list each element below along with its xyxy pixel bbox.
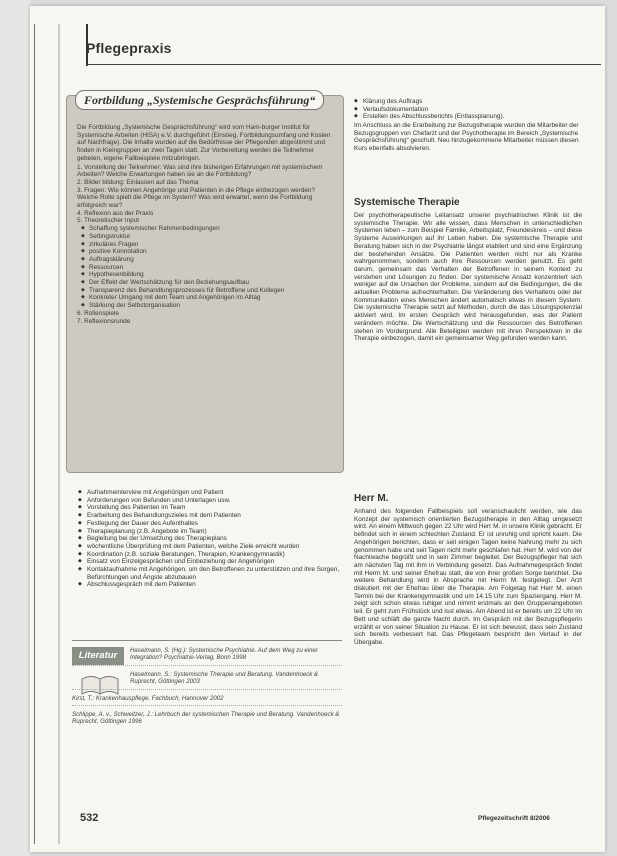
literature-entry: Schlippe, A. v., Schweitzer, J.: Lehrbuch der systemischen Therapie und Beratung. Vandenhoeck & Ruprecht, Göttingen 1996 [72, 711, 340, 726]
infobox-subitem: ◆ Ressourcen [89, 264, 335, 272]
task-bullet: ◆ Koordination (z.B. soziale Beratungen, Therapien, Krankengymnastik) [78, 551, 348, 559]
infobox-subitem: ◆ Transparenz des Behandlungsprozesses für Betroffene und Kollegen [89, 287, 335, 295]
right-paragraph-1: Im Anschluss an die Erarbeitung zur Bezugstherapie wurden die Mitarbeiter der Bezugsgruppen von Chefarzt und der Psychotherapie im Bereich „Systemische Gesprächsführung“ geschult. Neu hinzugekommene Mitarbeiter müssen diesen Kurs ebenfalls absolvieren. [354, 122, 579, 153]
section-heading: Pflegepraxis [86, 40, 172, 56]
infobox-title: Fortbildung „Systemische Gesprächsführung“ [75, 90, 324, 110]
infobox-item: 4. Reflexion aus der Praxis [77, 209, 154, 217]
infobox-subitem: ◆ Konkreter Umgang mit dem Team und Angehörigen im Alltag [89, 294, 335, 302]
literature-entry: Kirst, T.: Krankenhauspflege. Fachbuch, Hannover 2002 [72, 695, 342, 706]
infobox-subitem: ◆ Settingstruktur [89, 233, 335, 241]
task-bullet: ◆ Festlegung der Dauer des Aufenthaltes [78, 520, 348, 528]
task-bullet-list [78, 489, 348, 589]
infobox-intro: Die Fortbildung „Systemische Gesprächsführung“ wird vom Ham-burger Institut für Systemische Arbeiten (HISA) e.V. durchgeführt (Einstieg, Fortbildungsumfang und Kosten auf Nachfrage). Die Inhalte wurden auf die Bedürfnisse der Pflegenden abgestimmt und finden in Kleingruppen an zwei Tagen statt. Zur Vorbereitung werden die Teilnehmer gebeten, eigene Fallbeispiele mitzubringen. [77, 124, 331, 162]
task-bullet: ◆ Einsatz von Einzelgesprächen und Einbeziehung der Angehörigen [78, 558, 348, 566]
infobox-item: 5. Theoretischer Input [77, 217, 140, 225]
infobox-item: 7. Reflexionsrunde [77, 317, 131, 325]
binding-shadow [34, 24, 68, 844]
literature-entry: Haselmann, S. (Hg.): Systemische Psychiatrie. Auf dem Weg zu einer Integration? Psychiatrie-Verlag, Bonn 1998 [72, 647, 342, 666]
infobox-subitem: ◆ Der Effekt der Wertschätzung für den Beziehungsaufbau [89, 279, 335, 287]
section-title-systemic-therapy: Systemische Therapie [354, 197, 460, 208]
task-bullet: ◆ wöchentliche Überprüfung mit dem Patienten, welche Ziele erreicht wurden [78, 543, 348, 551]
infobox-subitem: ◆ Schaffung systemischer Rahmenbedingungen [89, 225, 335, 233]
infobox-subitem: ◆ Auftragsklärung [89, 256, 335, 264]
section-title-case: Herr M. [354, 493, 389, 504]
literature-entry: Haselmann, S.: Systemische Therapie und Beratung. Vandenhoeck & Ruprecht, Göttingen 2003 [72, 671, 342, 690]
infobox-body [77, 124, 335, 325]
right-paragraph-2: Der psychotherapeutische Leitansatz unserer psychiatrischen Klinik ist die systemische Therapie. Wir alle wissen, dass Menschen in unterschiedlichen Systemen leben – zum Beispiel Familie, Arbeitsplatz, Freundeskreis – und diese Systeme Auswirkungen auf ihr Leben haben. Die systemische Therapie und Beratung haben sich in der Psychiatrie längst etabliert und sind eine Ergänzung der bestehenden Ansätze. Die Patienten werden nicht nur als Kranke wahrgenommen, sondern auch ihre Ressourcen werden genutzt. Es geht darum, gemeinsam das Verhalten der Betroffenen in seinem Kontext zu verstehen und Lösungen zu finden. Der systemische Ansatz konzentriert sich weniger auf die Ursachen der Probleme, sondern auf die Bedingungen, die die aktuellen Probleme aufrechterhalten. Die Veränderung des Verhaltens oder der Kommunikation eines Menschen ändert automatisch etwas in diesem System. Die systemische Therapie setzt auf Methoden, durch die das Lösungspotenzial aktiviert wird. Im ersten Gespräch wird herausgefunden, was der Patient verändern möchte. Die Wertschätzung und die Ressourcen des Betroffenen stehen im Vordergrund. Alle Beteiligten werden mit ihren Perspektiven in die Therapie einbezogen, damit ein gemeinsamer Weg gefunden werden kann. [354, 212, 582, 343]
right-bullet: ◆ Erstellen des Abschlussberichts (Entlassplanung). [354, 113, 582, 121]
task-bullet: ◆ Kontaktaufnahme mit Angehörigen, um den Betroffenen zu unterstützen und ihre Sorgen, Befürchtungen und Ängste abzubauen [78, 566, 348, 581]
infobox-item: 1. Vorstellung der Teilnehmer: Was sind ihre bisherigen Erfahrungen mit systemischem Arbeiten? Welche Erwartungen haben sie an die Fortbildung? [77, 163, 323, 179]
task-bullet: ◆ Begleitung bei der Umsetzung des Therapieplans [78, 535, 348, 543]
literature-label: Literatur [72, 647, 124, 665]
right-bullet-list [354, 98, 582, 121]
training-infobox [66, 95, 344, 473]
literature-list [72, 647, 342, 731]
infobox-sublist [77, 225, 335, 310]
literature-box [72, 640, 342, 797]
task-bullet: ◆ Erarbeitung des Behandlungszieles mit dem Patienten [78, 512, 348, 520]
task-bullet: ◆ Aufnahmeinterview mit Angehörigen und Patient [78, 489, 348, 497]
infobox-item: 6. Rollenspiele [77, 309, 119, 317]
infobox-subitem: ◆ zirkuläres Fragen [89, 241, 335, 249]
infobox-item: 2. Bilder bildung: Einlassen auf das Thema [77, 178, 199, 186]
task-bullet: ◆ Abschlussgespräch mit dem Patienten [78, 581, 348, 589]
right-bullet: ◆ Klärung des Auftrags [354, 98, 582, 106]
running-head [86, 38, 601, 65]
task-bullet: ◆ Vorstellung des Patienten im Team [78, 504, 348, 512]
scan-margin [0, 0, 30, 856]
right-paragraph-3: Anhand des folgenden Fallbeispiels soll veranschaulicht werden, wie das Konzept der systemisch orientierten Bezugstherapie in den Alltag umgesetzt wird. An einem Mittwoch gegen 22 Uhr wird Herr M. in unsere Klinik gebracht. Er befindet sich in einem schlechten Zustand. Er ist unruhig und spricht kaum. Die Angehörigen berichten, dass er seit einigen Tagen keine Nahrung mehr zu sich genommen habe und seit Tagen nicht mehr geschlafen hat. Herr M. wird von der Nachtwache begrüßt und in sein Zimmer begleitet. Der Bezugspfleger hat sich am nächsten Tag mit ihm in Verbindung gesetzt. Das Aufnahmegespräch findet mit Herrn M. und seiner Ehefrau statt, die von ihrer großen Sorge berichtet. Die weitere Behandlung wird in Absprache mit Herrn M. festgelegt. Der Arzt diskutiert mit der Ehefrau über die Therapie. Am Folgetag hat Herr M. einen Termin bei der Krankengymnastik und um 14.15 Uhr zum Spaziergang. Herr M. zeigt sich schon etwas ruhiger und nimmt erstmals an den Gruppenangeboten teil. Er geht zum Frühstück und isst etwas. Am Abend ist er bereits um 22 Uhr im Bett und schläft die ganze Nacht durch. Im Gespräch mit der Bezugspflegerin erzählt er von seiner Situation zu Hause. Er ist sich bewusst, dass sein Zustand sich bereits verbessert hat. Das Pflegeteam bespricht den Verlauf in der Übergabe. [354, 508, 582, 646]
infobox-item: 3. Fragen: Wie können Angehörige und Patienten in die Pflege einbezogen werden? Welche Rolle spielt die Pflege im System? Was wird erwartet, wenn die Fortbildung erfolgreich war? [77, 186, 316, 210]
infobox-list [77, 164, 335, 226]
task-bullet: ◆ Anforderungen von Befunden und Unterlagen usw. [78, 497, 348, 505]
infobox-subitem: ◆ positive Konnotation [89, 248, 335, 256]
infobox-subitem: ◆ Stärkung der Selbstorganisation [89, 302, 335, 310]
page-number: 532 [80, 812, 99, 824]
journal-name: Pflegezeitschrift 8/2006 [478, 815, 550, 822]
task-bullet: ◆ Therapieplanung (z.B. Angebote im Team) [78, 528, 348, 536]
right-bullet: ◆ Verlaufsdokumentation [354, 106, 582, 114]
infobox-list-end [77, 310, 335, 325]
infobox-subitem: ◆ Hypothesenbildung [89, 271, 335, 279]
